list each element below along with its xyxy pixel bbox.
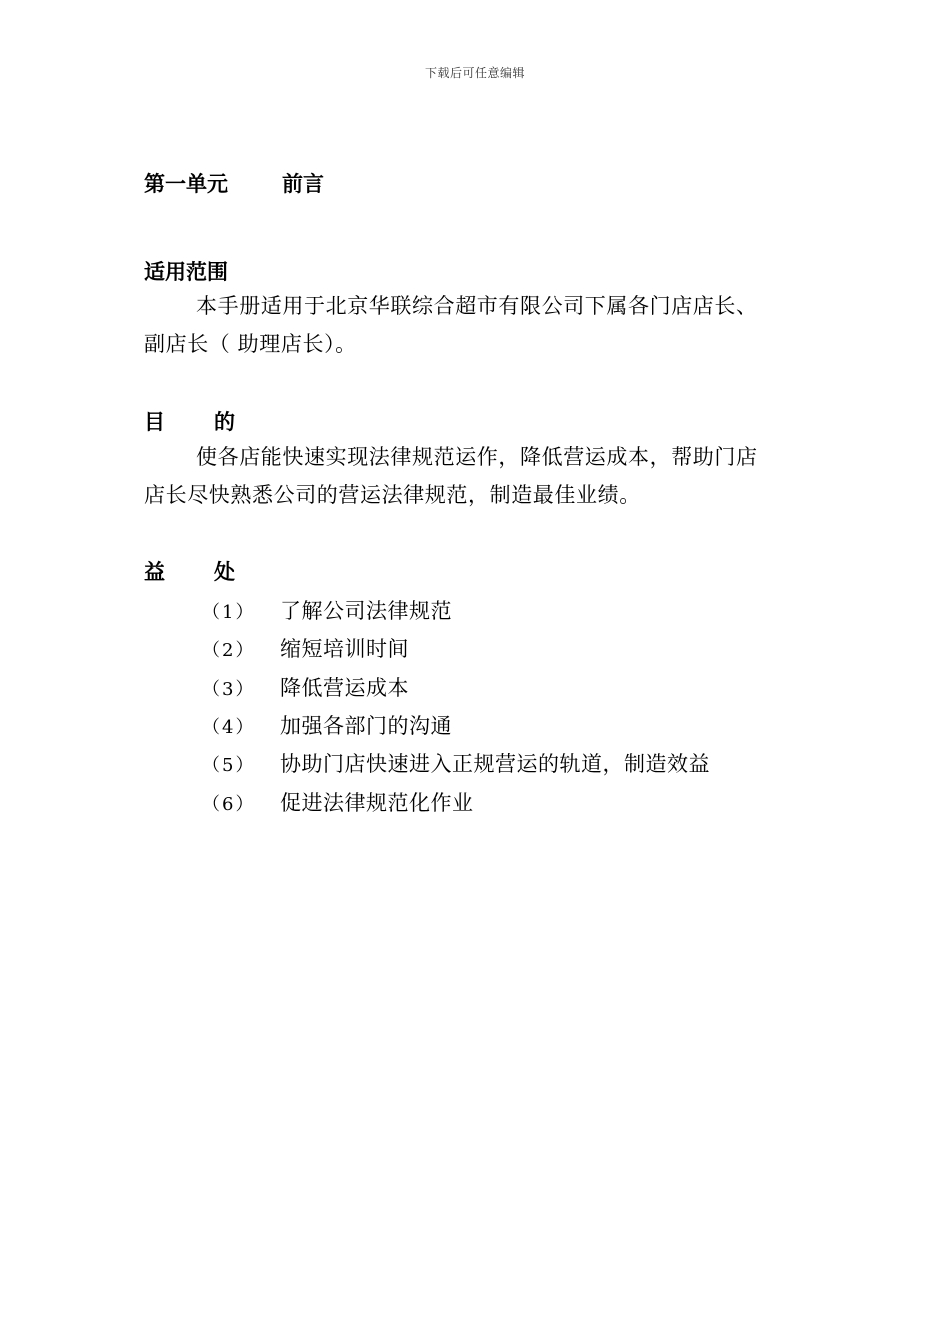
list-item <box>202 748 710 778</box>
scope-line-2: 副店长（ 助理店长）。 <box>144 332 357 356</box>
benefits-heading <box>144 556 235 586</box>
list-item-number: （2） <box>202 640 256 661</box>
unit-title <box>144 168 324 198</box>
purpose-paragraph <box>144 438 814 514</box>
list-item <box>202 787 474 817</box>
purpose-line-1: 使各店能快速实现法律规范运作，降低营运成本，帮助门店 <box>196 445 758 469</box>
page-header-note: 下载后可任意编辑 <box>424 66 525 80</box>
purpose-heading-char-1: 目 <box>144 410 165 434</box>
scope-line-1: 本手册适用于北京华联综合超市有限公司下属各门店店长、 <box>196 294 758 318</box>
benefits-heading-char-1: 益 <box>144 560 165 584</box>
scope-paragraph <box>144 287 814 363</box>
list-item-text: 降低营运成本 <box>280 676 409 700</box>
list-item-number: （6） <box>202 794 256 815</box>
purpose-heading-char-2: 的 <box>214 410 235 434</box>
purpose-line-2: 店长尽快熟悉公司的营运法律规范，制造最佳业绩。 <box>144 483 641 507</box>
unit-label: 第一单元 <box>144 172 228 196</box>
list-item-text: 协助门店快速进入正规营运的轨道，制造效益 <box>280 752 710 776</box>
list-item-text: 加强各部门的沟通 <box>280 714 452 738</box>
list-item <box>202 595 452 625</box>
purpose-heading <box>144 406 235 436</box>
list-item <box>202 633 409 663</box>
list-item-number: （3） <box>202 679 256 700</box>
list-item-text: 促进法律规范化作业 <box>280 791 474 815</box>
list-item <box>202 710 452 740</box>
benefits-heading-char-2: 处 <box>214 560 235 584</box>
scope-heading: 适用范围 <box>144 260 228 284</box>
list-item-number: （1） <box>202 602 256 623</box>
list-item <box>202 672 409 702</box>
list-item-number: （5） <box>202 755 256 776</box>
list-item-number: （4） <box>202 717 256 738</box>
list-item-text: 了解公司法律规范 <box>280 599 452 623</box>
unit-name: 前言 <box>282 172 324 196</box>
list-item-text: 缩短培训时间 <box>280 637 409 661</box>
